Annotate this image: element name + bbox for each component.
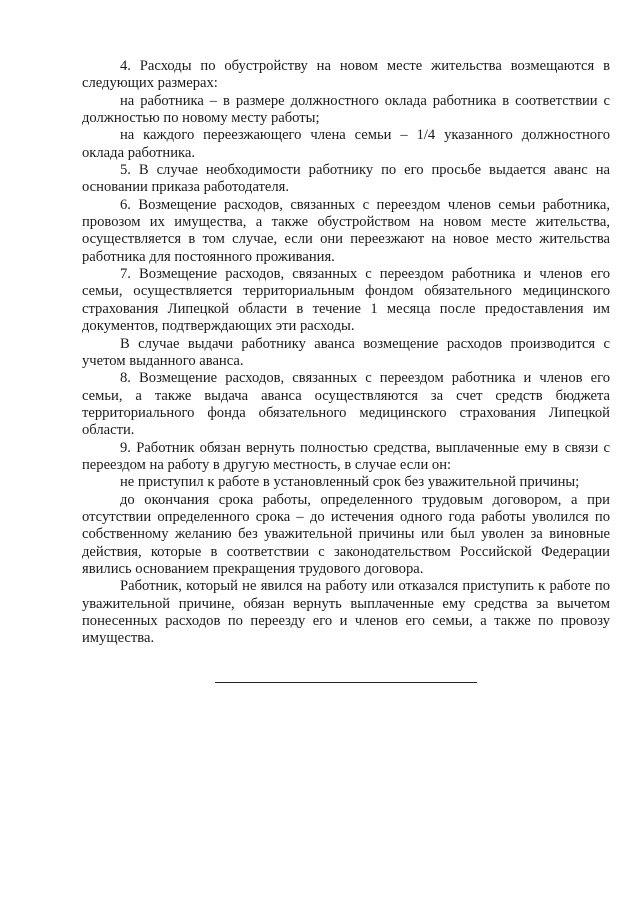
- paragraph-5: 5. В случае необходимости работнику по его просьбе выдается аванс на основании приказа работодателя.: [82, 162, 610, 196]
- paragraph-6: 6. Возмещение расходов, связанных с переездом членов семьи работника, провозом их имущества, а также обустройством на новом месте жительства, осуществляется в том случае, если они переезжают на новое место жительства работника для постоянного проживания.: [82, 196, 610, 265]
- paragraph-7: 7. Возмещение расходов, связанных с переездом работника и членов его семьи, осуществляется территориальным фондом обязательного медицинского страхования Липецкой области в течение 1 месяца после предоставления им документов, подтверждающих эти расходы.: [82, 266, 610, 335]
- paragraph-8: 8. Возмещение расходов, связанных с переездом работника и членов его семьи, а также выдача аванса осуществляются за счет средств бюджета территориального фонда обязательного медицинского страхования Липецкой области.: [82, 370, 610, 439]
- paragraph-4-employee: на работника – в размере должностного оклада работника в соответствии с должностью по новому месту работы;: [82, 92, 610, 127]
- paragraph-4-intro: 4. Расходы по обустройству на новом месте жительства возмещаются в следующих размерах:: [82, 58, 610, 92]
- paragraph-9-no-show: не приступил к работе в установленный срок без уважительной причины;: [120, 474, 580, 491]
- paragraph-4-family: на каждого переезжающего члена семьи – 1/4 указанного должностного оклада работника.: [82, 127, 610, 161]
- end-divider-line: [215, 682, 477, 683]
- paragraph-7-advance: В случае выдачи работнику аванса возмещение расходов производится с учетом выданного аванса.: [82, 335, 610, 369]
- paragraph-9-valid-reason: Работник, который не явился на работу или отказался приступить к работе по уважительной причине, обязан вернуть выплаченные ему средства за вычетом понесенных расходов по переезду его и членов его семьи, а также по провозу имущества.: [82, 578, 610, 647]
- paragraph-9-early-leave: до окончания срока работы, определенного трудовым договором, а при отсутствии определенного срока – до истечения одного года работы уволился по собственному желанию без уважительной причины или был уволен за виновные действия, которые в соответствии с законодательством Российской Федерации явились основанием прекращения трудового договора.: [82, 491, 610, 577]
- document-body: [82, 58, 610, 648]
- paragraph-9-intro: 9. Работник обязан вернуть полностью средства, выплаченные ему в связи с переездом на работу в другую местность, в случае если он:: [82, 439, 610, 473]
